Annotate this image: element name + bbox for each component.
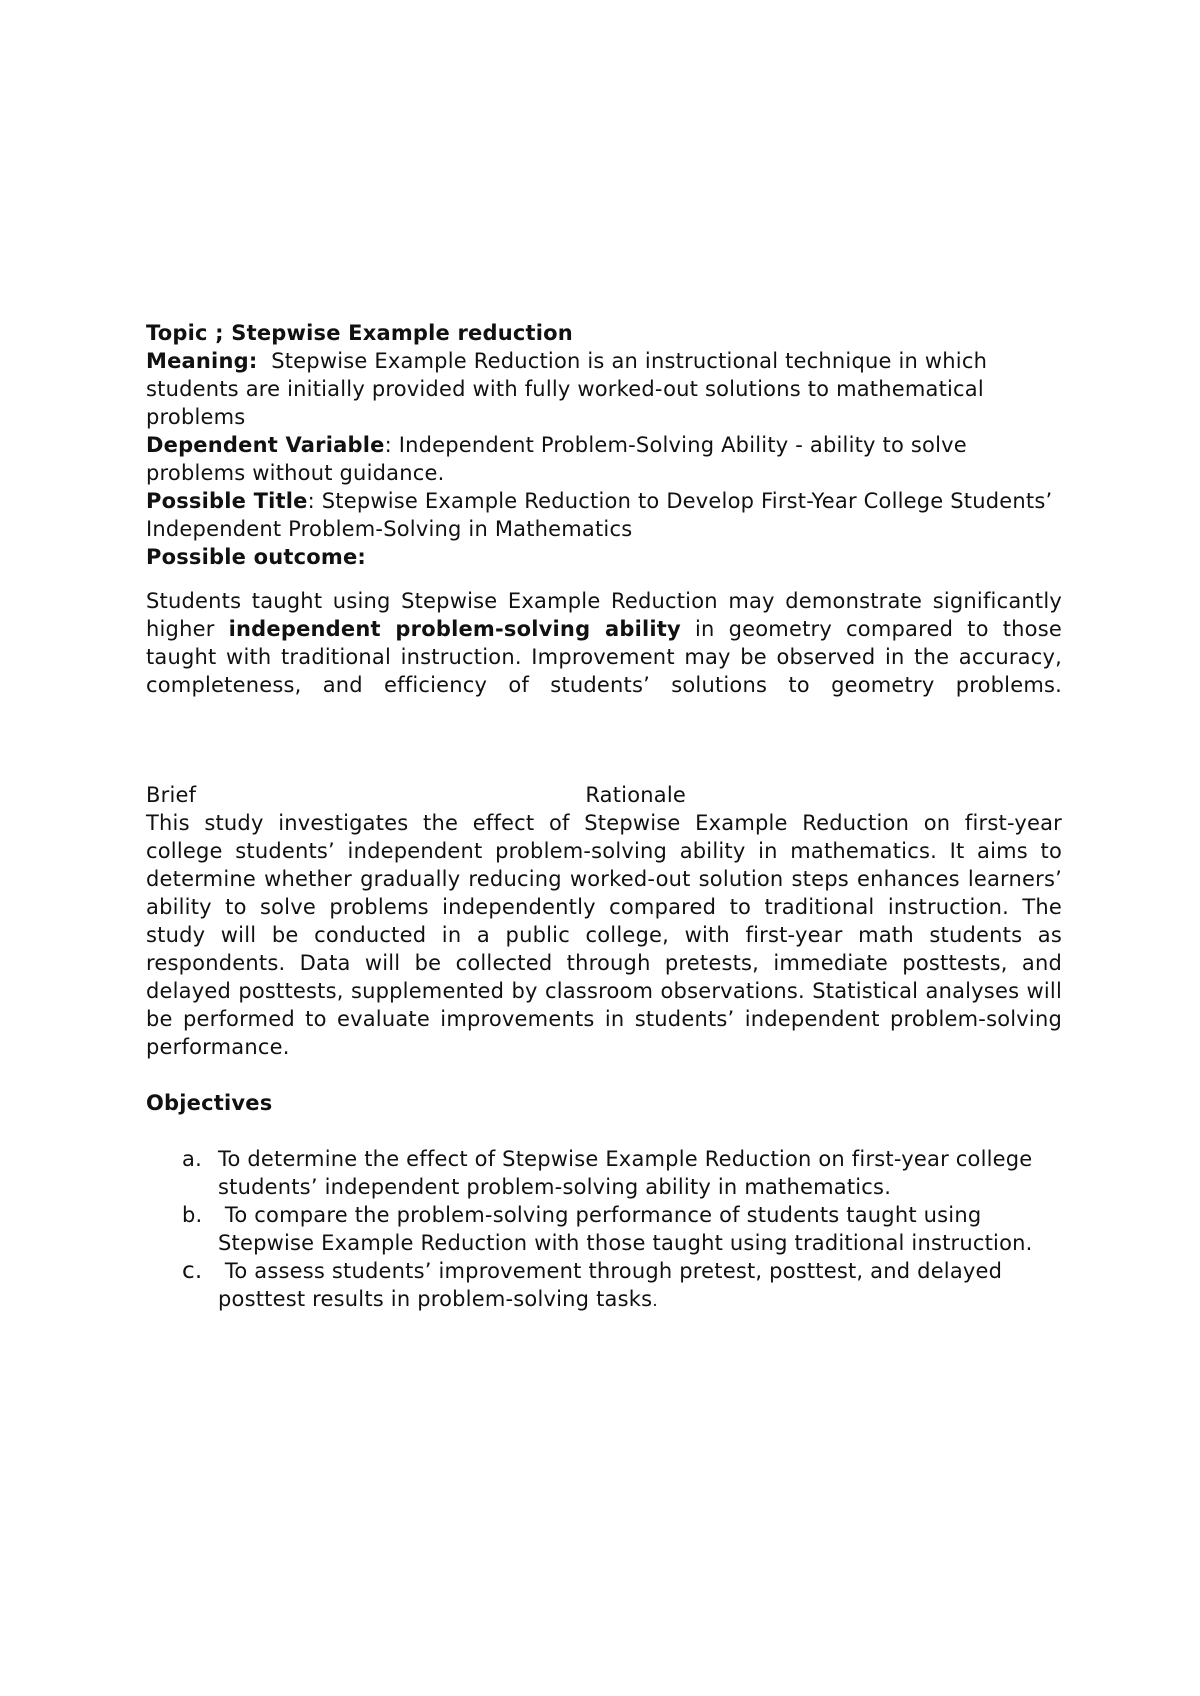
meaning-label: Meaning:	[146, 349, 258, 373]
possible-outcome-label: Possible outcome:	[146, 545, 367, 569]
objectives-heading	[146, 1089, 1062, 1117]
possible-title-text: : Stepwise Example Reduction to Develop First-Year College Students’ Independent Problem-Solving in Mathematics	[146, 489, 1053, 541]
objectives-list	[146, 1145, 1062, 1315]
objective-item	[182, 1257, 1038, 1315]
objective-item	[182, 1145, 1038, 1201]
meaning-text: Stepwise Example Reduction is an instructional technique in which students are initially provided with fully worked-out solutions to mathematical problems	[146, 349, 994, 429]
rationale-paragraph: This study investigates the effect of Stepwise Example Reduction on first-year college students’ independent problem-solving ability in mathematics. It aims to determine whether gradually reducing worked-out solution steps enhances learners’ ability to solve problems independently compared to traditional instruction. The study will be conducted in a public college, with first-year math students as respondents. Data will be collected through pretests, immediate posttests, and delayed posttests, supplemented by classroom observations. Statistical analyses will be performed to evaluate improvements in students’ independent problem-solving performance.	[146, 811, 1062, 1059]
topic-line	[146, 319, 1062, 347]
objective-marker: a.	[182, 1147, 202, 1171]
outcome-text-bold: independent problem-solving ability	[228, 617, 681, 641]
objective-item	[182, 1201, 1038, 1257]
outcome-text-after: in geometry compared to those taught with traditional instruction. Improvement may be observed in the accuracy, completeness, and efficiency of students’ solutions to geometry problems.	[146, 617, 1062, 697]
objectives-label: Objectives	[146, 1091, 273, 1115]
dependent-variable-label: Dependent Variable	[146, 433, 385, 457]
objective-marker: b.	[182, 1203, 203, 1227]
outcome-text-before: Students taught using Stepwise Example Reduction may demonstrate significantly higher	[146, 589, 1062, 641]
possible-outcome-paragraph	[146, 587, 1062, 699]
topic-label: Topic ; Stepwise Example reduction	[146, 321, 573, 345]
possible-title-paragraph	[146, 487, 1062, 543]
objective-text: To assess students’ improvement through pretest, posttest, and delayed posttest results in problem-solving tasks	[218, 1259, 1010, 1311]
objective-text: To compare the problem-solving performance of students taught using Stepwise Example Reduction with those taught using traditional instruction.	[218, 1203, 1033, 1255]
objective-text-tail: .	[652, 1291, 658, 1311]
dependent-variable-text: : Independent Problem-Solving Ability - ability to solve problems without guidance.	[146, 433, 967, 485]
rationale-word-brief: Brief	[146, 783, 197, 807]
objective-marker: c.	[182, 1258, 203, 1284]
possible-title-label: Possible Title	[146, 489, 308, 513]
meaning-paragraph	[146, 347, 1062, 431]
dependent-variable-paragraph	[146, 431, 1062, 487]
rationale-word-rationale: Rationale	[585, 783, 686, 807]
possible-outcome-heading	[146, 543, 1062, 571]
objective-text: To determine the effect of Stepwise Example Reduction on first-year college students’ independent problem-solving ability in mathematics.	[218, 1147, 1033, 1199]
document-content	[146, 319, 1062, 1315]
brief-rationale-heading	[146, 781, 686, 809]
